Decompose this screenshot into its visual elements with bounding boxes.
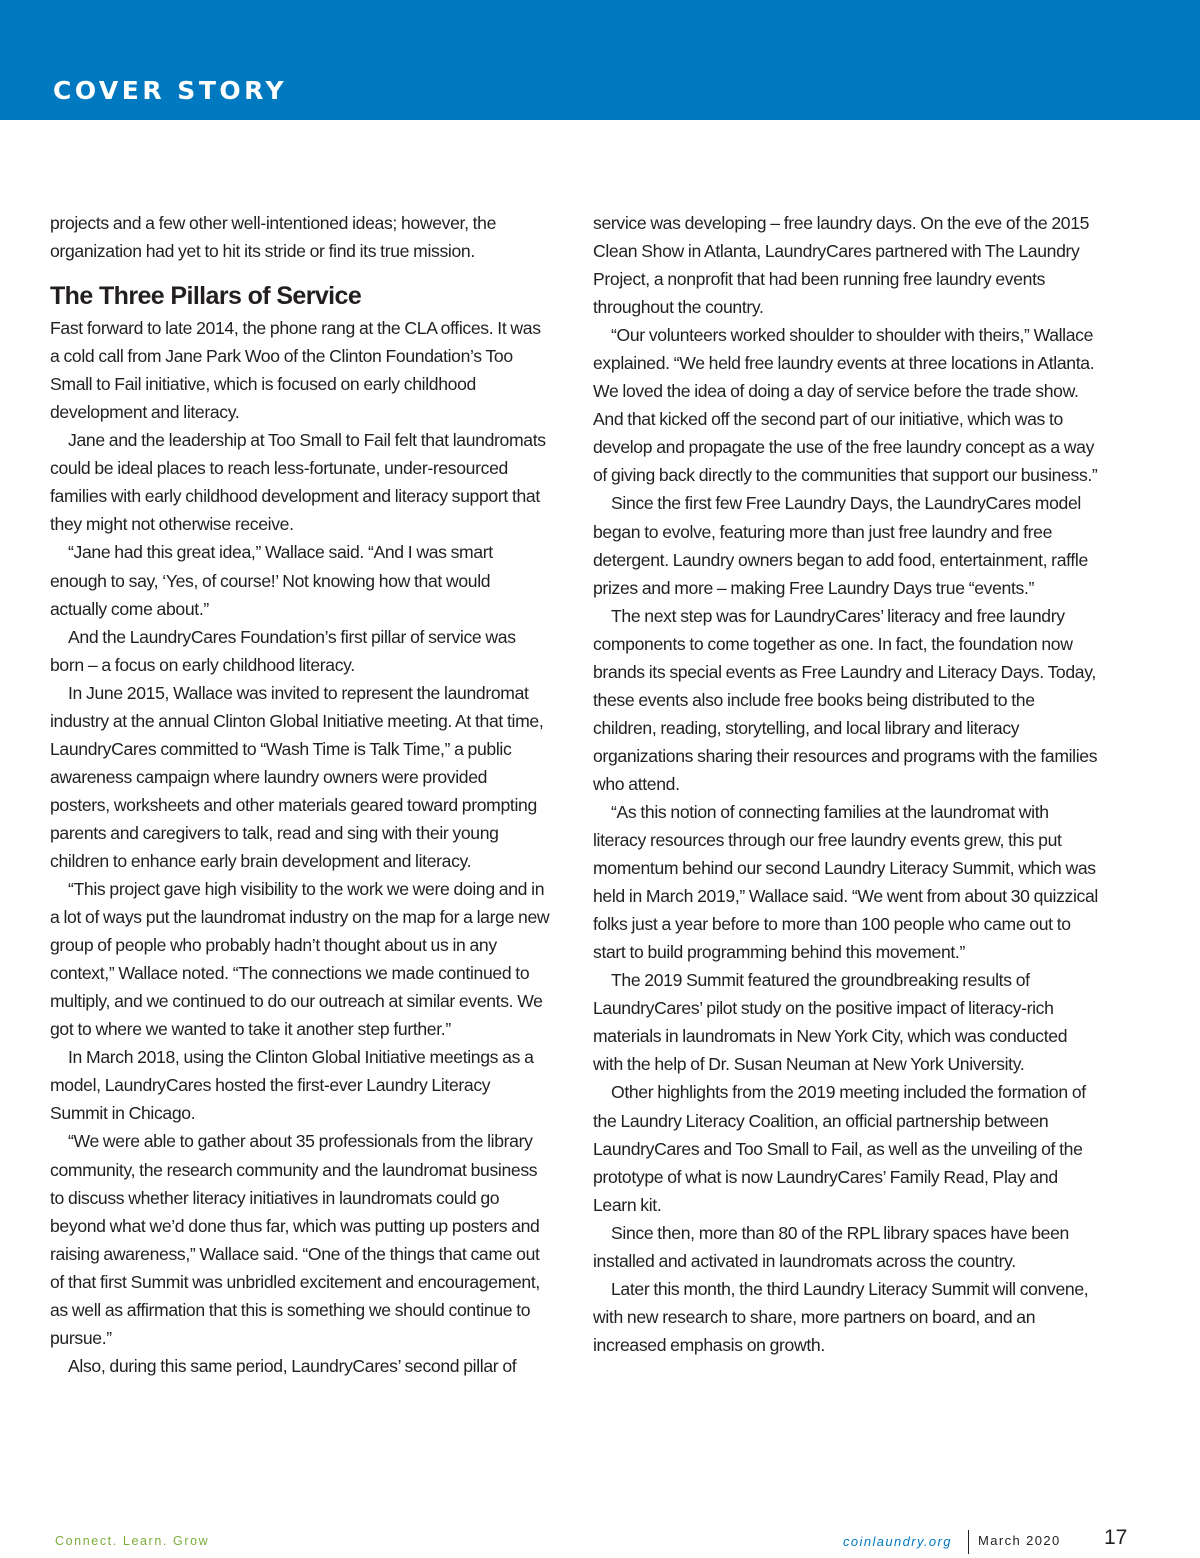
paragraph: “As this notion of connecting families at the laundromat with literacy resources through our free laundry events grew, this put momentum behind our second Laundry Literacy Summit, which was held in March 2019,” Wallace said. “We went from about 30 quizzical folks just a year before to more than 100 people who came out to start to build programming behind this movement.” — [593, 801, 1098, 963]
paragraph: projects and a few other well-intentioned ideas; however, the organization had yet to hit its stride or find its true mission. — [50, 213, 497, 262]
right-column — [593, 209, 1098, 1359]
paragraph: “We were able to gather about 35 professionals from the library community, the research community and the laundromat business to discuss whether literacy initiatives in laundromats could go beyond what we’d done thus far, which was putting up posters and raising awareness,” Wallace said. “One of the things that came out of that first Summit was unbridled excitement and encouragement, as well as affirmation that this is something we should continue to pursue.” — [50, 1131, 540, 1348]
paragraph: The next step was for LaundryCares’ literacy and free laundry components to come together as one. In fact, the foundation now brands its special events as Free Laundry and Literacy Days. Today, these events also include free books being distributed to the children, reading, storytelling, and local library and literacy organizations sharing their resources and programs with the families who attend. — [593, 605, 1098, 794]
paragraph: Jane and the leadership at Too Small to Fail felt that laundromats could be ideal places to reach less-fortunate, under-resourced families with early childhood development and literacy support that they might not otherwise receive. — [50, 430, 546, 535]
footer-url[interactable]: coinlaundry.org — [843, 1534, 952, 1549]
footer-divider — [968, 1530, 969, 1554]
paragraph: “Our volunteers worked shoulder to shoulder with theirs,” Wallace explained. “We held free laundry events at three locations in Atlanta. We loved the idea of doing a day of service before the trade show. And that kicked off the second part of our initiative, which was to develop and propagate the use of the free laundry concept as a way of giving back directly to the communities that support our business.” — [593, 325, 1098, 486]
header-band — [0, 0, 1200, 120]
paragraph: The 2019 Summit featured the groundbreaking results of LaundryCares’ pilot study on the positive impact of literacy-rich materials in laundromats in New York City, which was conducted with the help of Dr. Susan Neuman at New York University. — [593, 970, 1068, 1075]
paragraph: Since then, more than 80 of the RPL library spaces have been installed and activated in laundromats across the country. — [593, 1222, 1069, 1271]
footer-date: March 2020 — [978, 1533, 1061, 1548]
page-number: 17 — [1104, 1526, 1128, 1549]
footer-tagline: Connect. Learn. Grow — [55, 1534, 210, 1548]
section-label: COVER STORY — [53, 76, 288, 105]
paragraph: “Jane had this great idea,” Wallace said. “And I was smart enough to say, ‘Yes, of course!’ Not knowing how that would actually come about.” — [50, 542, 493, 619]
paragraph: Later this month, the third Laundry Literacy Summit will convene, with new research to share, more partners on board, and an increased emphasis on growth. — [593, 1278, 1089, 1355]
paragraph: Also, during this same period, LaundryCares’ second pillar of — [68, 1355, 517, 1376]
paragraph: Since the first few Free Laundry Days, the LaundryCares model began to evolve, featuring more than just free laundry and free detergent. Laundry owners began to add food, entertainment, raffle prizes and more – making Free Laundry Days true “events.” — [593, 493, 1088, 598]
paragraph: Other highlights from the 2019 meeting included the formation of the Laundry Literacy Coalition, an official partnership between LaundryCares and Too Small to Fail, as well as the unveiling of the prototype of what is now LaundryCares’ Family Read, Play and Learn kit. — [593, 1082, 1086, 1215]
paragraph: In March 2018, using the Clinton Global Initiative meetings as a model, LaundryCares hosted the first-ever Laundry Literacy Summit in Chicago. — [50, 1047, 534, 1124]
left-column — [50, 209, 550, 1380]
paragraph: “This project gave high visibility to the work we were doing and in a lot of ways put the laundromat industry on the map for a large new group of people who probably hadn’t thought about us in any context,” Wallace noted. “The connections we made continued to multiply, and we continued to do our outreach at similar events. We got to where we wanted to take it another step further.” — [50, 879, 550, 1040]
paragraph: And the LaundryCares Foundation’s first pillar of service was born – a focus on early childhood literacy. — [50, 626, 516, 675]
paragraph: service was developing – free laundry days. On the eve of the 2015 Clean Show in Atlanta, LaundryCares partnered with The Laundry Project, a nonprofit that had been running free laundry events throughout the country. — [593, 213, 1090, 318]
paragraph: Fast forward to late 2014, the phone rang at the CLA offices. It was a cold call from Jane Park Woo of the Clinton Foundation’s Too Small to Fail initiative, which is focused on early childhood development and literacy. — [50, 318, 541, 423]
paragraph: In June 2015, Wallace was invited to represent the laundromat industry at the annual Clinton Global Initiative meeting. At that time, LaundryCares committed to “Wash Time is Talk Time,” a public awareness campaign where laundry owners were provided posters, worksheets and other materials geared toward prompting parents and caregivers to talk, read and sing with their young children to enhance early brain development and literacy. — [50, 682, 544, 871]
section-heading: The Three Pillars of Service — [50, 282, 362, 311]
